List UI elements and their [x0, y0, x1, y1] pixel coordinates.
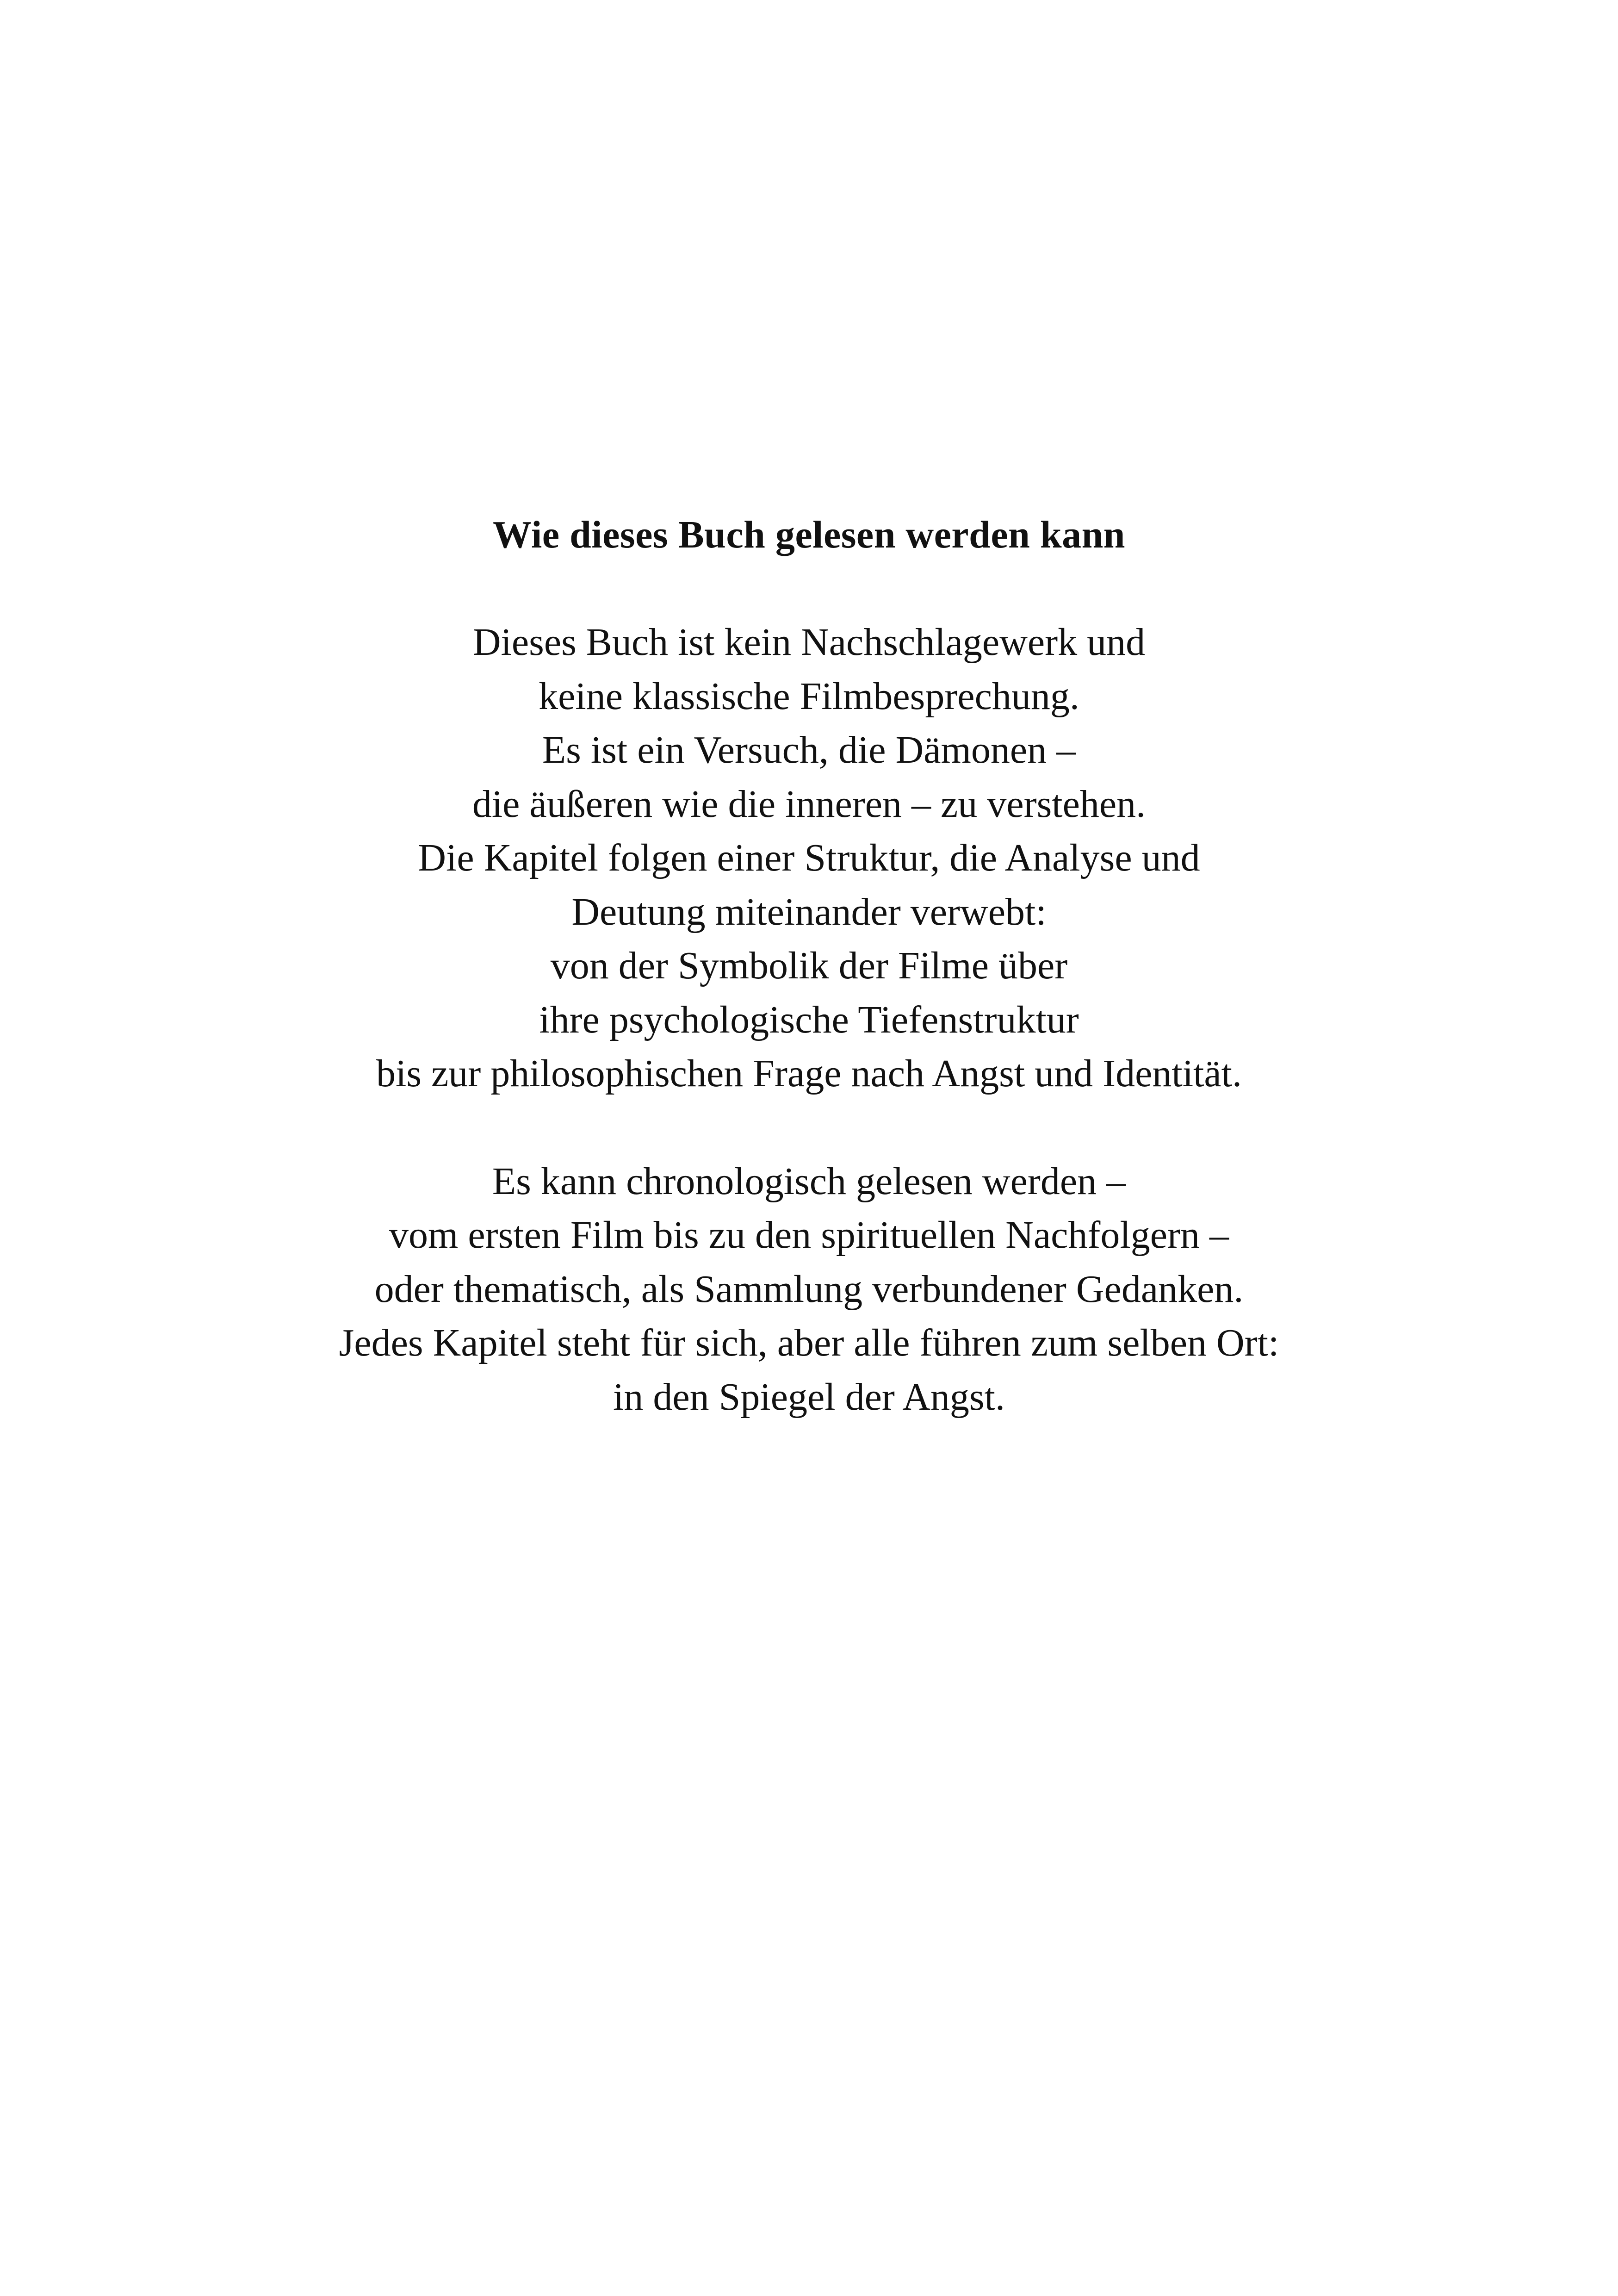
page-content	[0, 508, 1618, 1424]
text-line: Es kann chronologisch gelesen werden –	[492, 1159, 1126, 1203]
text-line: Es ist ein Versuch, die Dämonen –	[542, 728, 1076, 772]
text-line: Die Kapitel folgen einer Struktur, die Analyse und	[418, 836, 1200, 879]
text-line: ihre psychologische Tiefenstruktur	[539, 998, 1079, 1041]
text-line: keine klassische Filmbesprechung.	[539, 674, 1079, 718]
text-line: die äußeren wie die inneren – zu verstehen.	[472, 782, 1146, 826]
text-line: von der Symbolik der Filme über	[550, 944, 1068, 987]
paragraph-reading-order	[0, 1155, 1618, 1425]
text-line: Dieses Buch ist kein Nachschlagewerk und	[472, 621, 1146, 664]
text-line: Deutung miteinander verwebt:	[571, 890, 1047, 933]
paragraph-intro	[0, 616, 1618, 1101]
text-line: oder thematisch, als Sammlung verbundener Gedanken.	[374, 1267, 1244, 1311]
text-line: Jedes Kapitel steht für sich, aber alle führen zum selben Ort:	[339, 1321, 1279, 1364]
text-line: in den Spiegel der Angst.	[613, 1375, 1005, 1419]
text-line: vom ersten Film bis zu den spirituellen Nachfolgern –	[389, 1213, 1229, 1257]
section-heading: Wie dieses Buch gelesen werden kann	[492, 513, 1126, 556]
text-line: bis zur philosophischen Frage nach Angst und Identität.	[376, 1052, 1242, 1095]
